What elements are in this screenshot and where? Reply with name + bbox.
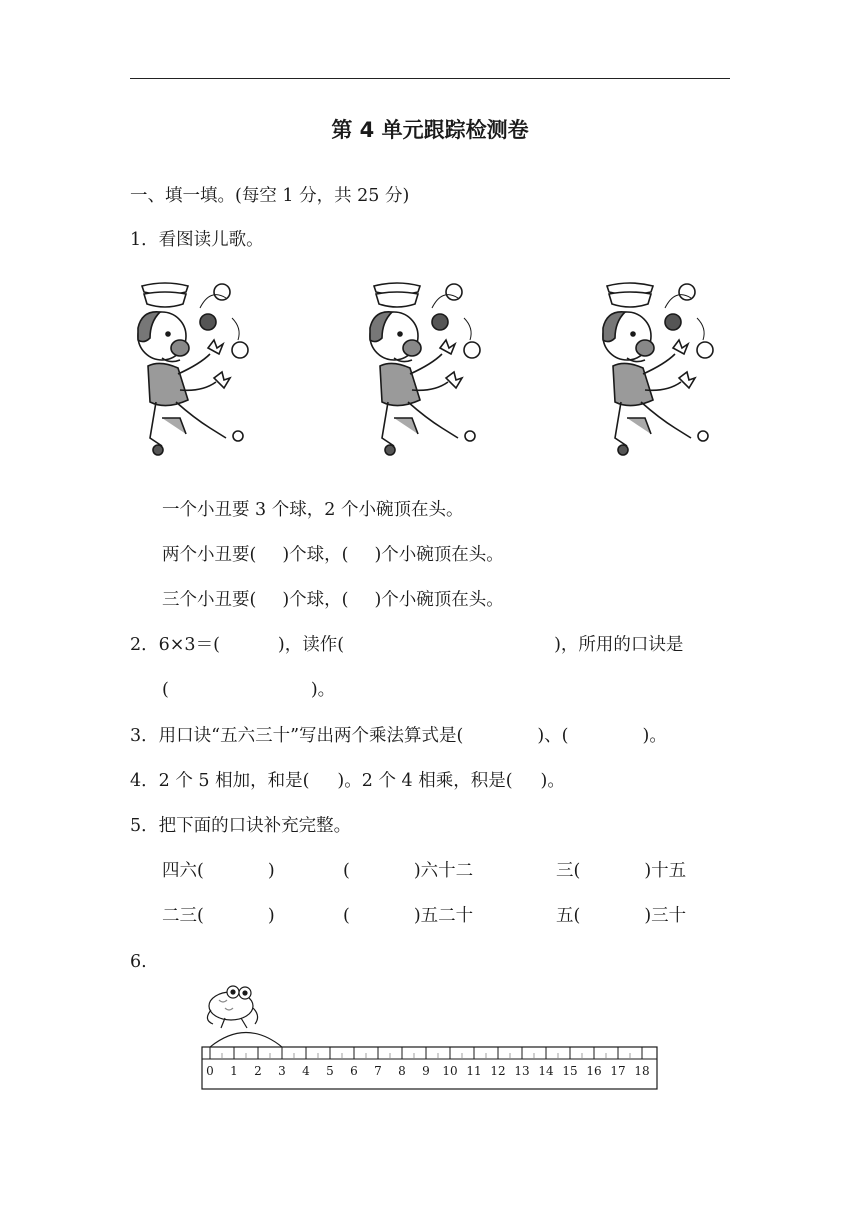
number-line-label: 5 <box>326 1064 334 1078</box>
text: )。 <box>540 771 565 791</box>
mnemonic-item <box>556 859 686 883</box>
mnemonic-item <box>556 904 686 928</box>
number-line-label: 13 <box>514 1064 530 1078</box>
clown-juggler-icon <box>362 278 492 468</box>
rhyme-line-1: 一个小丑要 3 个球，2 个小碗顶在头。 <box>162 500 464 520</box>
number-line-label: 16 <box>586 1064 602 1078</box>
text: ) <box>267 861 275 881</box>
question-1-label: 1．看图读儿歌。 <box>130 230 264 250</box>
number-line-label: 15 <box>562 1064 578 1078</box>
text: 三个小丑要( <box>162 590 257 610</box>
text: 两个小丑要( <box>162 545 257 565</box>
question-3 <box>130 724 667 748</box>
number-line-label: 4 <box>302 1064 310 1078</box>
text: 2．6×3＝( <box>130 635 220 655</box>
text: )。 <box>310 680 336 700</box>
text: 四六( <box>162 861 204 881</box>
number-line-label: 8 <box>398 1064 406 1078</box>
text: )个小碗顶在头。 <box>374 590 504 610</box>
mnemonic-item <box>343 904 473 928</box>
text: 3．用口诀“五六三十”写出两个乘法算式是( <box>130 726 464 746</box>
text: )、( <box>537 726 569 746</box>
text: 三( <box>556 861 581 881</box>
text: 二三( <box>162 906 204 926</box>
text: )十五 <box>644 861 687 881</box>
mnemonic-item <box>162 904 275 928</box>
mnemonic-item <box>343 859 473 883</box>
number-line-figure <box>195 980 665 1100</box>
rhyme-line-3 <box>162 588 504 612</box>
text: )个球，( <box>282 545 349 565</box>
text: ( <box>343 861 350 881</box>
mnemonic-item <box>162 859 275 883</box>
question-2-continued <box>162 678 335 702</box>
number-line <box>195 980 665 1100</box>
text: )三十 <box>644 906 687 926</box>
number-line-label: 10 <box>442 1064 458 1078</box>
number-line-label: 17 <box>610 1064 626 1078</box>
header-rule <box>130 78 730 79</box>
question-4 <box>130 769 565 793</box>
page-title: 第 4 单元跟踪检测卷 <box>331 118 529 142</box>
text: )，读作( <box>277 635 345 655</box>
text: )个球，( <box>282 590 349 610</box>
jump-arc <box>210 1033 282 1048</box>
clown-juggler-icon <box>595 278 725 468</box>
number-line-label: 11 <box>466 1064 482 1078</box>
text: )个小碗顶在头。 <box>374 545 504 565</box>
number-line-label: 12 <box>490 1064 506 1078</box>
number-line-label: 6 <box>350 1064 358 1078</box>
text: )。2 个 4 相乘，积是( <box>337 771 513 791</box>
text: ) <box>267 906 275 926</box>
text: 4．2 个 5 相加，和是( <box>130 771 310 791</box>
text: )。 <box>642 726 667 746</box>
section-heading: 一、填一填。(每空 1 分，共 25 分) <box>130 186 410 206</box>
frog-icon <box>207 986 257 1028</box>
clown-juggler-icon <box>130 278 260 468</box>
number-line-label: 18 <box>634 1064 650 1078</box>
text: 五( <box>556 906 581 926</box>
number-line-label: 0 <box>206 1064 214 1078</box>
text: )五二十 <box>413 906 474 926</box>
number-line-label: 3 <box>278 1064 286 1078</box>
text: ( <box>343 906 350 926</box>
number-line-label: 7 <box>374 1064 382 1078</box>
number-line-label: 1 <box>230 1064 238 1078</box>
question-2 <box>130 633 683 657</box>
number-line-label: 2 <box>254 1064 262 1078</box>
text: )，所用的口诀是 <box>554 635 684 655</box>
number-line-label: 9 <box>422 1064 430 1078</box>
number-line-label: 14 <box>538 1064 554 1078</box>
question-5-label: 5．把下面的口诀补充完整。 <box>130 816 352 836</box>
text: )六十二 <box>413 861 474 881</box>
text: ( <box>162 680 169 700</box>
clown-illustrations <box>130 278 730 473</box>
rhyme-line-2 <box>162 543 504 567</box>
question-6-label: 6. <box>130 952 147 972</box>
